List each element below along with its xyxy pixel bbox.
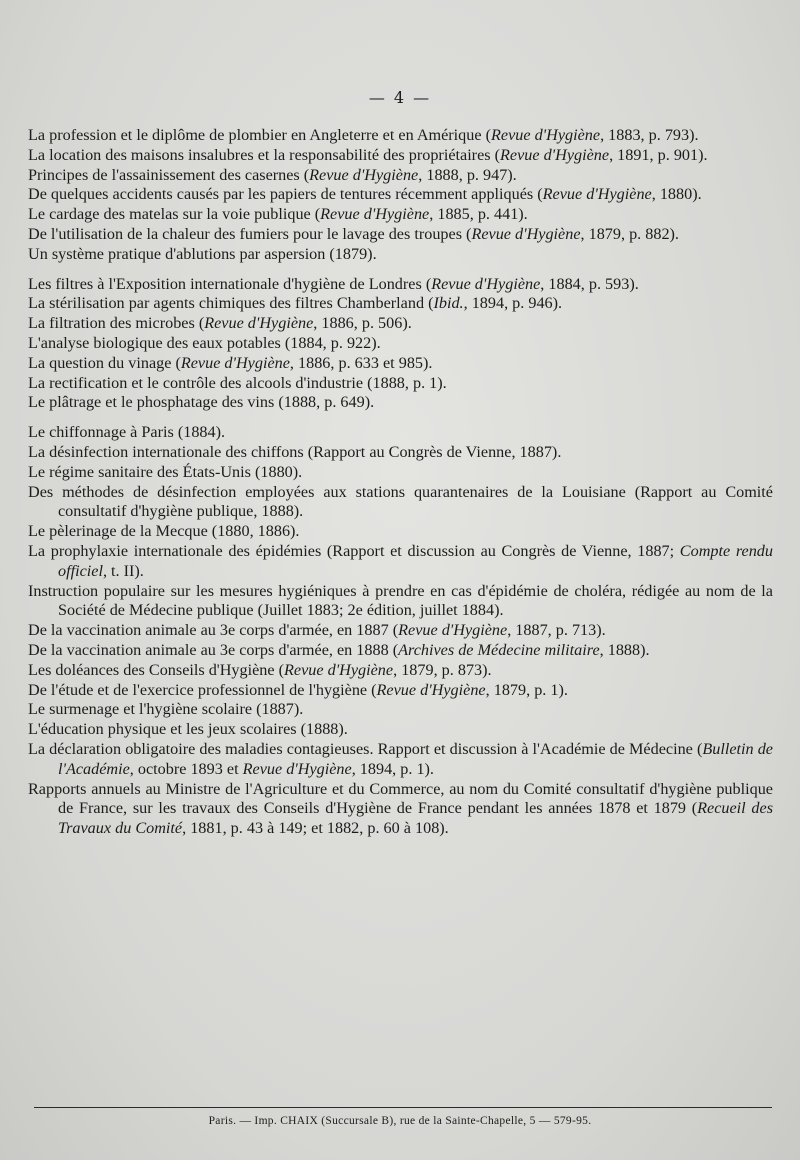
entry-text: Le plâtrage et le phosphatage des vins (1888, p. 649). <box>28 393 375 412</box>
entry-text: La déclaration obligatoire des maladies contagieuses. Rapport et discussion à l'Académie de Médecine ( <box>28 739 703 758</box>
entry-text: , 1894, p. 1). <box>351 759 434 778</box>
bibliography-entry <box>28 185 773 205</box>
bibliography-entry <box>28 720 773 740</box>
entry-text: De la vaccination animale au 3e corps d'armée, en 1888 ( <box>28 640 399 659</box>
entry-citation-italic: Revue d'Hygiène <box>431 274 541 293</box>
entry-text: Instruction populaire sur les mesures hygiéniques à prendre en cas d'épidémie de choléra, rédigée au nom de la Société de Médecine publique (Juillet 1883; 2e édition, juillet 1884). <box>28 581 773 620</box>
bibliography-entry <box>28 661 773 681</box>
bibliography-entry <box>28 641 773 661</box>
entry-text: La filtration des microbes ( <box>28 314 205 333</box>
entry-text: Un système pratique d'ablutions par aspersion (1879). <box>28 244 377 263</box>
entry-text: De l'utilisation de la chaleur des fumiers pour le lavage des troupes ( <box>28 224 472 243</box>
bibliography-entry <box>28 354 773 374</box>
entry-citation-italic: Revue d'Hygiène <box>242 759 352 778</box>
bibliography-entry <box>28 334 773 354</box>
bibliography-entry <box>28 582 773 622</box>
entry-text: , octobre 1893 et <box>129 759 243 778</box>
entry-citation-italic: Compte rendu officiel <box>58 541 773 580</box>
entry-citation-italic: Revue d'Hygiène <box>500 145 610 164</box>
bibliography-entry <box>28 700 773 720</box>
bibliography-list <box>28 126 773 839</box>
entry-citation-italic: Recueil des Travaux du Comité <box>58 799 773 838</box>
bibliography-entry <box>28 166 773 186</box>
entry-citation-italic: Revue d'Hygiène <box>284 660 394 679</box>
entry-text: Le pèlerinage de la Mecque (1880, 1886). <box>28 522 300 541</box>
entry-text: , 1879, p. 873). <box>393 660 492 679</box>
bibliography-entry <box>28 245 773 265</box>
bibliography-entry <box>28 463 773 483</box>
entry-text: , 1881, p. 43 à 149; et 1882, p. 60 à 108). <box>182 819 449 838</box>
bibliography-entry <box>28 740 773 780</box>
entry-text: Rapports annuels au Ministre de l'Agriculture et du Commerce, au nom du Comité consultatif d'hygiène publique de France, sur les travaux des Conseils d'Hygiène de France pendant les années 1878 et 1879 ( <box>28 779 773 818</box>
entry-text: , 1879, p. 1). <box>485 680 568 699</box>
entry-text: La location des maisons insalubres et la responsabilité des propriétaires ( <box>28 145 500 164</box>
entry-text: Les doléances des Conseils d'Hygiène ( <box>28 660 285 679</box>
bibliography-entry <box>28 225 773 245</box>
bibliography-entry <box>28 294 773 314</box>
entry-text: La rectification et le contrôle des alcools d'industrie (1888, p. 1). <box>28 373 447 392</box>
entry-citation-italic: Revue d'Hygiène <box>376 680 486 699</box>
entry-text: , 1888). <box>599 640 650 659</box>
entry-text: , 1885, p. 441). <box>429 205 528 224</box>
entry-text: La stérilisation par agents chimiques des filtres Chamberland ( <box>28 294 434 313</box>
entry-citation-italic: Revue d'Hygiène <box>309 165 419 184</box>
entry-citation-italic: Revue d'Hygiène <box>542 185 652 204</box>
bibliography-entry <box>28 393 773 413</box>
footer-rule <box>34 1107 772 1108</box>
bibliography-entry <box>28 314 773 334</box>
entry-text: Le chiffonnage à Paris (1884). <box>28 423 226 442</box>
bibliography-entry <box>28 621 773 641</box>
entry-text: De l'étude et de l'exercice professionnel de l'hygiène ( <box>28 680 377 699</box>
bibliography-entry <box>28 483 773 523</box>
entry-text: L'éducation physique et les jeux scolaires (1888). <box>28 720 348 739</box>
entry-text: Les filtres à l'Exposition internationale d'hygiène de Londres ( <box>28 274 432 293</box>
entry-text: De la vaccination animale au 3e corps d'armée, en 1887 ( <box>28 621 399 640</box>
entry-text: , 1894, p. 946). <box>463 294 563 313</box>
entry-text: La question du vinage ( <box>28 353 181 372</box>
bibliography-entry <box>28 146 773 166</box>
bibliography-entry <box>28 681 773 701</box>
entry-text: La profession et le diplôme de plombier en Angleterre et en Amérique ( <box>28 126 491 144</box>
entry-text: Des méthodes de désinfection employées aux stations quarantenaires de la Louisiane (Rapport au Comité consultatif d'hygiène publique, 1888). <box>28 482 773 521</box>
bibliography-entry <box>28 522 773 542</box>
bibliography-entry <box>28 205 773 225</box>
entry-text: Le surmenage et l'hygiène scolaire (1887). <box>28 700 304 719</box>
entry-citation-italic: Revue d'Hygiène <box>398 621 508 640</box>
entry-text: La prophylaxie internationale des épidémies (Rapport et discussion au Congrès de Vienne, 1887; <box>28 541 680 560</box>
entry-text: , 1880). <box>651 185 702 204</box>
entry-text: L'analyse biologique des eaux potables (1884, p. 922). <box>28 333 381 352</box>
entry-citation-italic: Ibid. <box>433 294 464 313</box>
page-number: — 4 — <box>368 88 432 107</box>
entry-text: La désinfection internationale des chiffons (Rapport au Congrès de Vienne, 1887). <box>28 442 562 461</box>
entry-text: De quelques accidents causés par les papiers de tentures récemment appliqués ( <box>28 185 543 204</box>
entry-citation-italic: Revue d'Hygiène <box>491 126 601 144</box>
bibliography-entry <box>28 542 773 582</box>
entry-text: , 1891, p. 901). <box>609 145 708 164</box>
entry-citation-italic: Revue d'Hygiène <box>320 205 430 224</box>
entry-text: Le cardage des matelas sur la voie publique ( <box>28 205 321 224</box>
entry-text: , 1886, p. 506). <box>313 314 412 333</box>
entry-text: Principes de l'assainissement des casernes ( <box>28 165 310 184</box>
bibliography-entry <box>28 423 773 443</box>
entry-text: , 1884, p. 593). <box>540 274 639 293</box>
bibliography-entry <box>28 374 773 394</box>
entry-citation-italic: Revue d'Hygiène <box>471 224 581 243</box>
entry-text: , 1888, p. 947). <box>418 165 517 184</box>
bibliography-entry <box>28 126 773 146</box>
bibliography-entry <box>28 275 773 295</box>
entry-citation-italic: Revue d'Hygiène <box>204 314 314 333</box>
entry-text: , 1883, p. 793). <box>600 126 699 144</box>
printer-imprint: Paris. — Imp. CHAIX (Succursale B), rue de la Sainte-Chapelle, 5 — 579-95. <box>208 1115 592 1127</box>
entry-text: , 1887, p. 713). <box>507 621 606 640</box>
entry-citation-italic: Bulletin de l'Académie <box>58 739 773 778</box>
entry-text: , t. II). <box>102 561 144 580</box>
entry-citation-italic: Archives de Médecine militaire <box>398 640 600 659</box>
entry-text: , 1886, p. 633 et 985). <box>289 353 433 372</box>
bibliography-entry <box>28 780 773 839</box>
bibliography-entry <box>28 443 773 463</box>
entry-citation-italic: Revue d'Hygiène <box>180 353 290 372</box>
entry-text: , 1879, p. 882). <box>580 224 679 243</box>
entry-text: Le régime sanitaire des États-Unis (1880). <box>28 462 303 481</box>
